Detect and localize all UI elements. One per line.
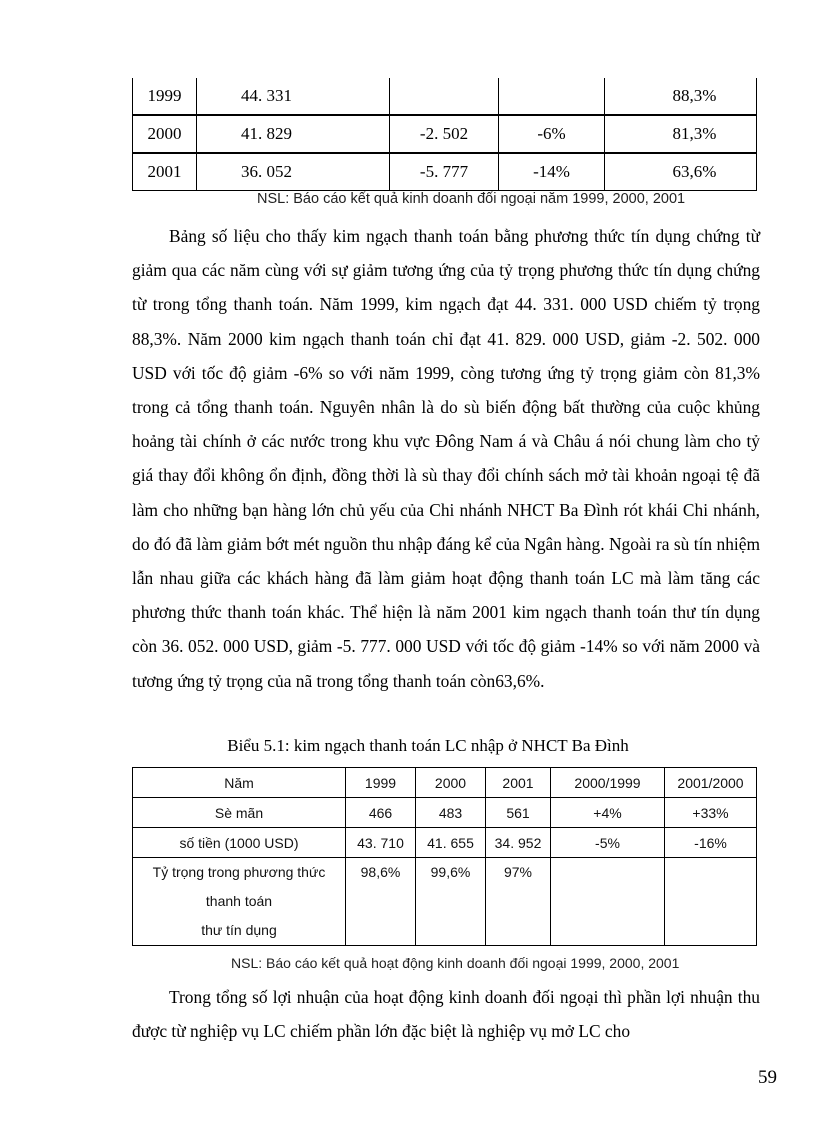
cell-rate: -6% (499, 115, 605, 153)
table-cell: 41. 655 (416, 828, 486, 858)
top-table (132, 78, 757, 191)
table-cell: Sè mãn (133, 798, 346, 828)
table-cell: -5% (551, 828, 665, 858)
cell-amount: 36. 052 (197, 153, 390, 191)
paragraph-text: Trong tổng số lợi nhuận của hoạt động kinh doanh đối ngoại thì phần lợi nhuận thu được từ nghiệp vụ LC chiếm phần lớn đặc biệt là nghiệp vụ mở LC cho (132, 987, 760, 1042)
label-line: Tỷ trọng trong phương thức (152, 864, 326, 880)
table-cell (665, 858, 757, 946)
header-cell: 1999 (346, 768, 416, 798)
table-cell: +33% (665, 798, 757, 828)
table-cell: 99,6% (416, 858, 486, 946)
cell-change (390, 78, 499, 115)
header-cell: 2000 (416, 768, 486, 798)
cell-share: 63,6% (605, 153, 757, 191)
label-line: thanh toán (205, 893, 273, 909)
top-table-source: NSL: Báo cáo kết quả kinh doanh đối ngoại năm 1999, 2000, 2001 (257, 191, 686, 207)
cell-amount: 44. 331 (197, 78, 390, 115)
cell-share: 88,3% (605, 78, 757, 115)
table-row (133, 858, 757, 946)
table-row (133, 78, 757, 115)
lc-table (132, 767, 757, 946)
table-cell: 561 (486, 798, 551, 828)
table-cell: 466 (346, 798, 416, 828)
cell-year: 1999 (133, 78, 197, 115)
table-cell: 97% (486, 858, 551, 946)
table-cell: -16% (665, 828, 757, 858)
cell-share: 81,3% (605, 115, 757, 153)
table-cell-label (133, 858, 346, 946)
table-cell: 98,6% (346, 858, 416, 946)
table-cell: +4% (551, 798, 665, 828)
table-row (133, 798, 757, 828)
cell-rate: -14% (499, 153, 605, 191)
label-line: thư tín dụng (201, 922, 277, 938)
header-cell: 2001/2000 (665, 768, 757, 798)
paragraph-text: Bảng số liệu cho thấy kim ngạch thanh toán bằng phương thức tín dụng chứng từ giảm qua các năm cùng với sự giảm tương ứng của tỷ trọng phương thức tín dụng chứng từ trong tổng thanh toán. Năm 1999, kim ngạch đạt 44. 331. 000 USD chiếm tỷ trọng 88,3%. Năm 2000 kim ngạch thanh toán chỉ đạt 41. 829. 000 USD, giảm -2. 502. 000 USD với tốc độ giảm -6% so với năm 1999, còng tương ứng tỷ trọng giảm còn 81,3% trong cả tổng thanh toán. Nguyên nhân là do sù biến động bất thường của cuộc khủng hoảng tài chính ở các nước trong khu vực Đông Nam á và Châu á nói chung làm cho tỷ giá thay đổi không ổn định, đồng thời là sù thay đổi chính sách mở tài khoản ngoại tệ đã làm cho những bạn hàng lớn chủ yếu của Chi nhánh NHCT Ba Đình rót khái Chi nhánh, do đó đã làm giảm bớt mét nguồn thu nhập đáng kể của Ngân hàng. Ngoài ra sù tín nhiệm lẫn nhau giữa các khách hàng đã làm giảm hoạt động thanh toán LC mà làm tăng các phương thức thanh toán khác. Thể hiện là năm 2001 kim ngạch thanh toán thư tín dụng còn 36. 052. 000 USD, giảm -5. 777. 000 USD với tốc độ giảm -14% so với năm 2000 và tương ứng tỷ trọng của nã trong tổng thanh toán còn63,6%. (132, 226, 760, 691)
cell-change: -2. 502 (390, 115, 499, 153)
header-cell: 2001 (486, 768, 551, 798)
header-cell: Năm (133, 768, 346, 798)
cell-rate (499, 78, 605, 115)
table-cell: số tiền (1000 USD) (133, 828, 346, 858)
cell-year: 2001 (133, 153, 197, 191)
header-cell: 2000/1999 (551, 768, 665, 798)
cell-year: 2000 (133, 115, 197, 153)
cell-amount: 41. 829 (197, 115, 390, 153)
table-caption: Biểu 5.1: kim ngạch thanh toán LC nhập ở NHCT Ba Đình (227, 736, 629, 755)
table-header-row (133, 768, 757, 798)
table-cell: 34. 952 (486, 828, 551, 858)
page-number: 59 (758, 1067, 777, 1088)
body-paragraph (132, 980, 760, 1048)
body-paragraph (132, 219, 760, 698)
cell-change: -5. 777 (390, 153, 499, 191)
table-cell (551, 858, 665, 946)
table-cell: 483 (416, 798, 486, 828)
table-row (133, 115, 757, 153)
table-row (133, 153, 757, 191)
table-cell: 43. 710 (346, 828, 416, 858)
lc-table-source: NSL: Báo cáo kết quả hoạt động kinh doanh đối ngoại 1999, 2000, 2001 (231, 955, 680, 971)
table-row (133, 828, 757, 858)
